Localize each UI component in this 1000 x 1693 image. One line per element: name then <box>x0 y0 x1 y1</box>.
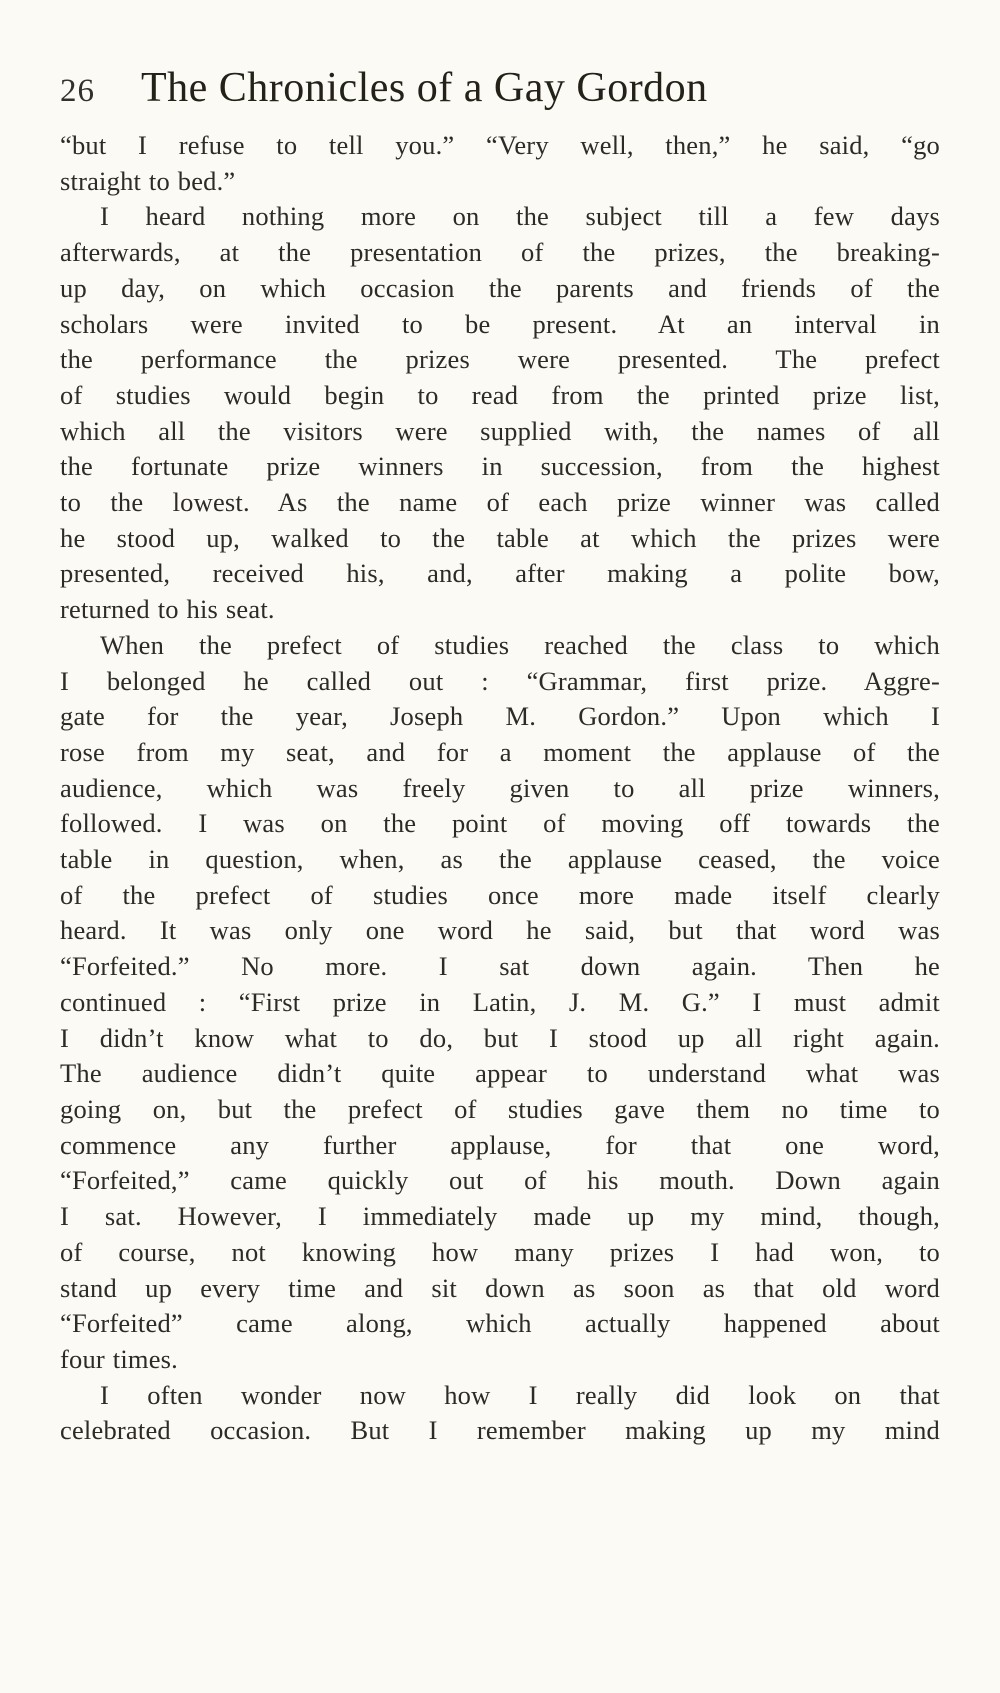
page-body <box>60 128 940 1449</box>
text-line: afterwards, at the presentation of the prizes, the breaking- <box>60 237 940 268</box>
text-line: celebrated occasion. But I remember making up my mind <box>60 1415 940 1446</box>
text-line: returned to his seat. <box>60 594 275 625</box>
text-line: table in question, when, as the applause ceased, the voice <box>60 844 940 875</box>
text-line: scholars were invited to be present. At an interval in <box>60 308 940 339</box>
text-line: followed. I was on the point of moving off towards the <box>60 808 940 839</box>
text-line: to the lowest. As the name of each prize winner was called <box>60 487 940 518</box>
text-line: I sat. However, I immediately made up my mind, though, <box>60 1201 940 1232</box>
text-line: commence any further applause, for that one word, <box>60 1129 940 1160</box>
text-line: the performance the prizes were presented. The prefect <box>60 344 940 375</box>
page-title: The Chronicles of a Gay Gordon <box>141 65 708 111</box>
text-line: When the prefect of studies reached the class to which <box>100 629 940 660</box>
text-line: stand up every time and sit down as soon as that old word <box>60 1272 940 1303</box>
text-line: I didn’t know what to do, but I stood up all right again. <box>60 1022 940 1053</box>
text-line: The audience didn’t quite appear to understand what was <box>60 1058 940 1089</box>
text-line: straight to bed.” <box>60 165 236 196</box>
text-line: which all the visitors were supplied with, the names of all <box>60 415 940 446</box>
text-line: I often wonder now how I really did look on that <box>100 1379 940 1410</box>
text-line: he stood up, walked to the table at which the prizes were <box>60 522 940 553</box>
paragraph <box>60 1378 940 1449</box>
text-line: audience, which was freely given to all prize winners, <box>60 772 940 803</box>
text-line: continued : “First prize in Latin, J. M. G.” I must admit <box>60 986 940 1017</box>
text-line: rose from my seat, and for a moment the applause of the <box>60 736 940 767</box>
text-line: going on, but the prefect of studies gave them no time to <box>60 1093 940 1124</box>
text-line: “Forfeited,” came quickly out of his mouth. Down again <box>60 1165 940 1196</box>
text-line: “Forfeited.” No more. I sat down again. Then he <box>60 951 940 982</box>
text-line: of the prefect of studies once more made itself clearly <box>60 879 940 910</box>
text-line: I belonged he called out : “Grammar, first prize. Aggre- <box>60 665 940 696</box>
paragraph <box>60 628 940 1378</box>
text-line: I heard nothing more on the subject till a few days <box>100 201 940 232</box>
text-line: gate for the year, Joseph M. Gordon.” Upon which I <box>60 701 940 732</box>
text-line: “but I refuse to tell you.” “Very well, then,” he said, “go <box>60 130 940 160</box>
text-line: heard. It was only one word he said, but that word was <box>60 915 940 946</box>
text-line: up day, on which occasion the parents and friends of the <box>60 272 940 303</box>
text-line: the fortunate prize winners in succession, from the highest <box>60 451 940 482</box>
text-line: of course, not knowing how many prizes I had won, to <box>60 1236 940 1267</box>
text-line: presented, received his, and, after making a polite bow, <box>60 558 940 589</box>
paragraph <box>60 128 940 199</box>
text-line: of studies would begin to read from the printed prize list, <box>60 379 940 410</box>
page-number: 26 <box>60 73 95 109</box>
paragraph <box>60 199 940 627</box>
text-line: four times. <box>60 1343 179 1374</box>
text-line: “Forfeited” came along, which actually happened about <box>60 1308 940 1339</box>
page-header <box>60 64 940 112</box>
